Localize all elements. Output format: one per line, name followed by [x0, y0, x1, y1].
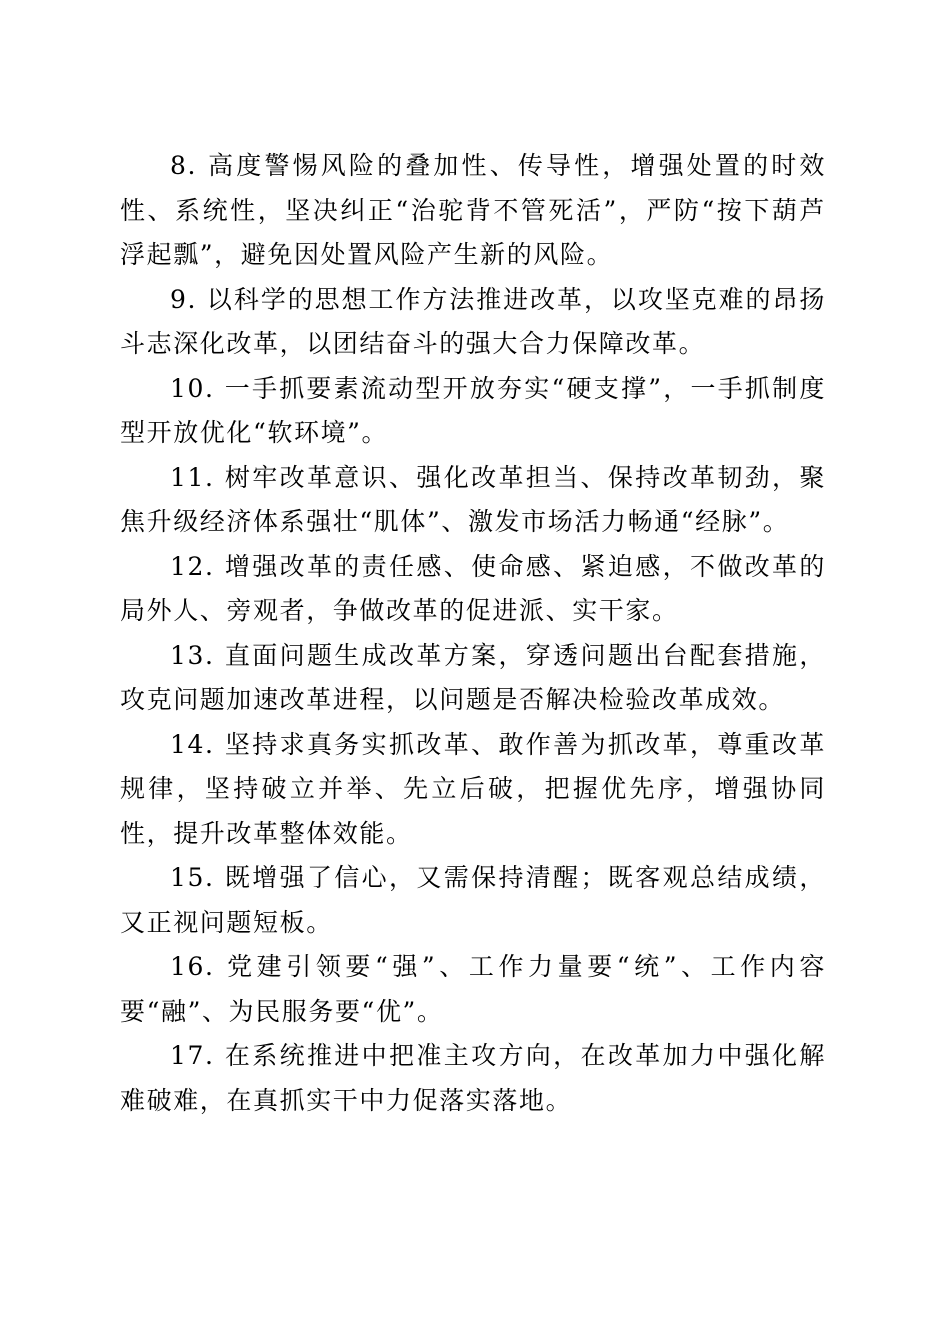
paragraph-14: 14. 坚持求真务实抓改革、敢作善为抓改革，尊重改革规律，坚持破立并举、先立后破，把握优先序，增强协同性，提升改革整体效能。: [120, 729, 826, 848]
paragraph-17: 17. 在系统推进中把准主攻方向，在改革加力中强化解难破难，在真抓实干中力促落实落地。: [120, 1041, 826, 1115]
paragraph-16: 16. 党建引领要“强”、工作力量要“统”、工作内容要“融”、为民服务要“优”。: [120, 952, 826, 1026]
paragraph-9: 9. 以科学的思想工作方法推进改革，以攻坚克难的昂扬斗志深化改革，以团结奋斗的强大合力保障改革。: [120, 284, 826, 358]
paragraph-10: 10. 一手抓要素流动型开放夯实“硬支撑”，一手抓制度型开放优化“软环境”。: [120, 373, 826, 447]
document-body: [120, 144, 826, 1123]
paragraph-15: 15. 既增强了信心，又需保持清醒；既客观总结成绩，又正视问题短板。: [120, 863, 826, 937]
paragraph-8: 8. 高度警惕风险的叠加性、传导性，增强处置的时效性、系统性，坚决纠正“治驼背不管死活”，严防“按下葫芦浮起瓢”，避免因处置风险产生新的风险。: [120, 151, 826, 269]
paragraph-12: 12. 增强改革的责任感、使命感、紧迫感，不做改革的局外人、旁观者，争做改革的促进派、实干家。: [120, 551, 826, 625]
paragraph-11: 11. 树牢改革意识、强化改革担当、保持改革韧劲，聚焦升级经济体系强壮“肌体”、激发市场活力畅通“经脉”。: [120, 462, 826, 536]
paragraph-13: 13. 直面问题生成改革方案，穿透问题出台配套措施，攻克问题加速改革进程，以问题是否解决检验改革成效。: [120, 640, 826, 714]
